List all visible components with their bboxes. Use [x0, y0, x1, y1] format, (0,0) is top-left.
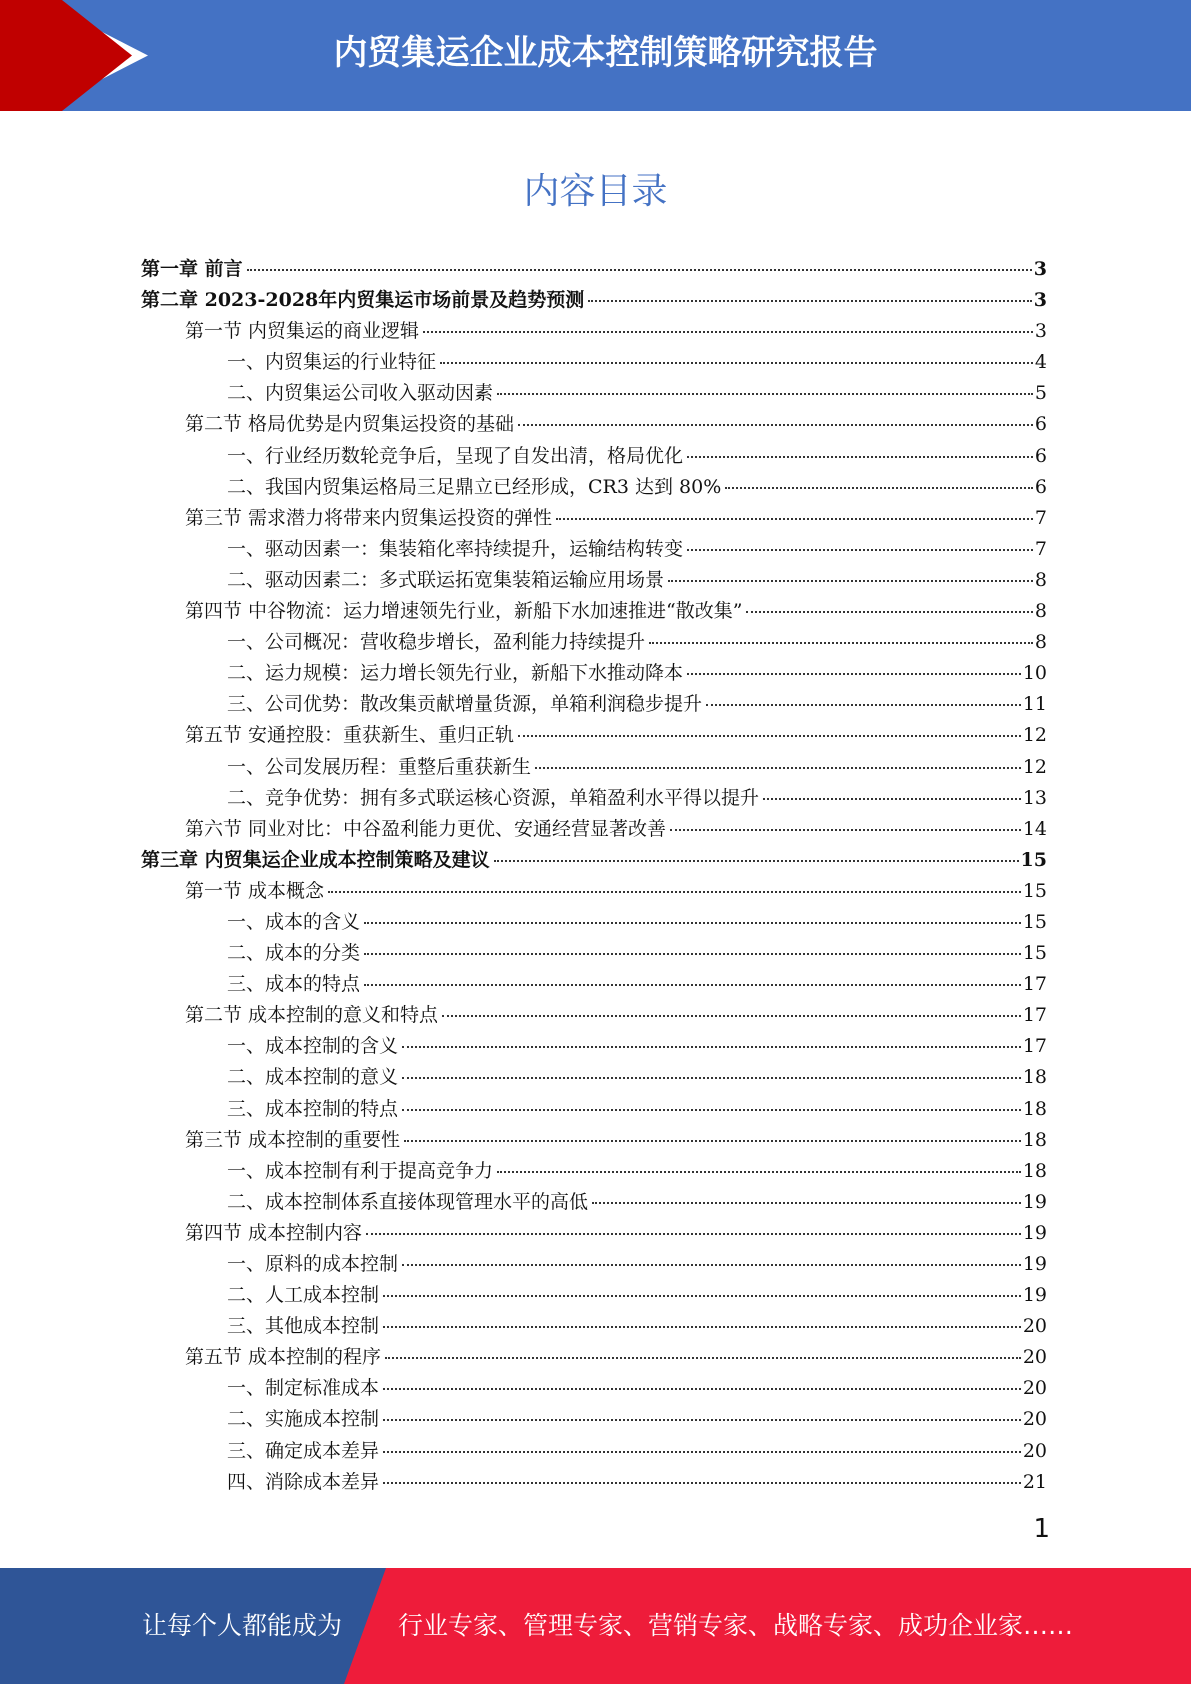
toc-section-entry[interactable] [141, 1342, 1047, 1373]
toc-leader-dots [366, 1233, 1021, 1235]
toc-entry-page: 6 [1034, 413, 1047, 436]
toc-section-entry[interactable] [141, 596, 1047, 627]
toc-entry-title: 二、成本控制体系直接体现管理水平的高低 [227, 1190, 589, 1213]
toc-list [141, 254, 1047, 1498]
toc-leader-dots [706, 704, 1021, 706]
toc-entry-page: 15 [1020, 848, 1047, 871]
toc-leader-dots [497, 1171, 1021, 1173]
toc-subsection-entry[interactable] [141, 1404, 1047, 1435]
toc-leader-dots [518, 424, 1033, 426]
toc-subsection-entry[interactable] [141, 441, 1047, 472]
toc-entry-title: 三、成本控制的特点 [227, 1097, 399, 1120]
toc-section-entry[interactable] [141, 814, 1047, 845]
toc-entry-title: 第五节 成本控制的程序 [185, 1346, 382, 1369]
toc-chapter-entry[interactable] [141, 254, 1047, 285]
toc-entry-title: 第三节 需求潜力将带来内贸集运投资的弹性 [185, 506, 553, 529]
toc-leader-dots [383, 1295, 1021, 1297]
toc-leader-dots [383, 1419, 1021, 1421]
toc-subsection-entry[interactable] [141, 1311, 1047, 1342]
toc-entry-page: 7 [1034, 506, 1047, 529]
toc-entry-title: 第一节 内贸集运的商业逻辑 [185, 320, 420, 343]
toc-entry-title: 第四节 中谷物流：运力增速领先行业，新船下水加速推进“散改集” [185, 600, 743, 623]
toc-entry-page: 20 [1022, 1315, 1047, 1338]
toc-entry-page: 5 [1034, 382, 1047, 405]
toc-entry-title: 一、公司概况：营收稳步增长，盈利能力持续提升 [227, 631, 646, 654]
toc-section-entry[interactable] [141, 876, 1047, 907]
toc-entry-page: 19 [1022, 1253, 1047, 1275]
toc-leader-dots [328, 891, 1021, 893]
toc-subsection-entry[interactable] [141, 1280, 1047, 1311]
toc-subsection-entry[interactable] [141, 1249, 1047, 1280]
toc-leader-dots [535, 767, 1021, 769]
toc-entry-page: 17 [1022, 973, 1047, 996]
toc-entry-title: 二、内贸集运公司收入驱动因素 [227, 382, 494, 405]
toc-entry-page: 15 [1022, 942, 1047, 965]
toc-leader-dots [364, 953, 1021, 955]
toc-entry-page: 11 [1022, 693, 1047, 716]
toc-entry-page: 17 [1022, 1035, 1047, 1058]
page-number: 1 [1033, 1514, 1050, 1544]
toc-leader-dots [670, 829, 1021, 831]
toc-leader-dots [442, 1015, 1021, 1017]
toc-section-entry[interactable] [141, 720, 1047, 751]
toc-leader-dots [383, 1388, 1021, 1390]
toc-entry-title: 一、成本的含义 [227, 910, 361, 933]
toc-entry-title: 一、行业经历数轮竞争后，呈现了自发出清，格局优化 [227, 444, 684, 467]
toc-entry-title: 第二节 格局优势是内贸集运投资的基础 [185, 413, 515, 436]
footer-band [0, 1568, 1191, 1684]
toc-entry-page: 19 [1022, 1284, 1047, 1307]
toc-subsection-entry[interactable] [141, 1156, 1047, 1187]
toc-entry-page: 20 [1022, 1439, 1047, 1462]
toc-entry-title: 二、运力规模：运力增长领先行业，新船下水推动降本 [227, 662, 684, 685]
toc-subsection-entry[interactable] [141, 1062, 1047, 1093]
toc-leader-dots [402, 1077, 1021, 1079]
toc-entry-page: 19 [1022, 1190, 1047, 1213]
toc-entry-page: 20 [1022, 1377, 1047, 1400]
toc-entry-page: 7 [1034, 537, 1047, 560]
toc-entry-title: 一、原料的成本控制 [227, 1253, 399, 1275]
toc-leader-dots [746, 611, 1032, 613]
toc-subsection-entry[interactable] [141, 1436, 1047, 1467]
toc-entry-title: 三、确定成本差异 [227, 1439, 380, 1462]
toc-leader-dots [494, 860, 1019, 862]
toc-subsection-entry[interactable] [141, 347, 1047, 378]
toc-leader-dots [440, 362, 1033, 364]
toc-entry-title: 一、驱动因素一：集装箱化率持续提升，运输结构转变 [227, 537, 684, 560]
toc-entry-title: 第二节 成本控制的意义和特点 [185, 1004, 439, 1027]
toc-leader-dots [364, 922, 1021, 924]
toc-title: 内容目录 [523, 171, 668, 212]
toc-leader-dots [725, 487, 1033, 489]
toc-entry-title: 第一节 成本概念 [185, 879, 325, 902]
toc-entry-page: 3 [1033, 289, 1047, 312]
toc-leader-dots [763, 798, 1021, 800]
toc-section-entry[interactable] [141, 503, 1047, 534]
toc-entry-page: 20 [1022, 1346, 1047, 1369]
toc-entry-title: 三、公司优势：散改集贡献增量货源，单箱利润稳步提升 [227, 693, 703, 716]
toc-entry-page: 10 [1022, 662, 1047, 685]
toc-entry-title: 第一章 前言 [141, 258, 243, 280]
toc-leader-dots [588, 300, 1032, 302]
toc-subsection-entry[interactable] [141, 689, 1047, 720]
toc-entry-title: 二、人工成本控制 [227, 1284, 380, 1307]
footer-slogan-right: 行业专家、管理专家、营销专家、战略专家、成功企业家…… [398, 1611, 1074, 1640]
toc-entry-page: 3 [1034, 320, 1047, 343]
toc-leader-dots [402, 1046, 1021, 1048]
toc-leader-dots [668, 580, 1033, 582]
toc-entry-page: 6 [1034, 444, 1047, 467]
toc-leader-dots [247, 269, 1032, 271]
toc-entry-page: 18 [1022, 1097, 1047, 1120]
toc-entry-title: 第五节 安通控股：重获新生、重归正轨 [185, 724, 515, 747]
document-title: 内贸集运企业成本控制策略研究报告 [333, 33, 878, 73]
toc-subsection-entry[interactable] [141, 378, 1047, 409]
toc-subsection-entry[interactable] [141, 658, 1047, 689]
toc-entry-page: 18 [1022, 1128, 1047, 1151]
toc-leader-dots [592, 1202, 1021, 1204]
toc-section-entry[interactable] [141, 1218, 1047, 1249]
toc-entry-page: 19 [1022, 1221, 1047, 1244]
toc-entry-title: 一、内贸集运的行业特征 [227, 351, 437, 374]
toc-subsection-entry[interactable] [141, 534, 1047, 565]
toc-section-entry[interactable] [141, 1125, 1047, 1156]
toc-chapter-entry[interactable] [141, 845, 1047, 876]
toc-entry-page: 20 [1022, 1408, 1047, 1431]
toc-entry-title: 第三节 成本控制的重要性 [185, 1128, 401, 1151]
toc-entry-title: 二、成本控制的意义 [227, 1066, 399, 1089]
toc-leader-dots [385, 1357, 1021, 1359]
toc-leader-dots [687, 549, 1033, 551]
toc-leader-dots [404, 1140, 1021, 1142]
toc-subsection-entry[interactable] [141, 752, 1047, 783]
toc-entry-title: 一、成本控制有利于提高竞争力 [227, 1159, 494, 1182]
toc-entry-title: 三、其他成本控制 [227, 1315, 380, 1338]
toc-entry-page: 8 [1034, 600, 1047, 623]
toc-leader-dots [402, 1264, 1021, 1266]
footer-slogan-left: 让每个人都能成为 [142, 1611, 343, 1640]
toc-leader-dots [383, 1451, 1021, 1453]
toc-subsection-entry[interactable] [141, 565, 1047, 596]
toc-leader-dots [383, 1326, 1021, 1328]
toc-entry-title: 二、驱动因素二：多式联运拓宽集装箱运输应用场景 [227, 568, 665, 591]
toc-entry-page: 8 [1034, 568, 1047, 591]
toc-chapter-entry[interactable] [141, 285, 1047, 316]
toc-entry-title: 三、成本的特点 [227, 973, 361, 996]
toc-leader-dots [687, 673, 1021, 675]
toc-entry-page: 18 [1022, 1159, 1047, 1182]
toc-entry-page: 18 [1022, 1066, 1047, 1089]
toc-leader-dots [497, 393, 1033, 395]
toc-entry-title: 一、制定标准成本 [227, 1377, 380, 1400]
toc-leader-dots [383, 1482, 1021, 1484]
toc-subsection-entry[interactable] [141, 1467, 1047, 1498]
toc-subsection-entry[interactable] [141, 907, 1047, 938]
toc-entry-page: 14 [1022, 817, 1047, 840]
toc-entry-title: 第四节 成本控制内容 [185, 1221, 363, 1244]
toc-entry-title: 第二章 2023-2028年内贸集运市场前景及趋势预测 [141, 289, 585, 312]
toc-entry-title: 二、我国内贸集运格局三足鼎立已经形成，CR3 达到 80% [227, 475, 722, 498]
toc-entry-title: 二、实施成本控制 [227, 1408, 380, 1431]
toc-entry-title: 一、公司发展历程：重整后重获新生 [227, 755, 532, 778]
toc-subsection-entry[interactable] [141, 969, 1047, 1000]
toc-subsection-entry[interactable] [141, 1373, 1047, 1404]
toc-entry-title: 二、竞争优势：拥有多式联运核心资源，单箱盈利水平得以提升 [227, 786, 760, 809]
toc-entry-page: 15 [1022, 879, 1047, 902]
toc-subsection-entry[interactable] [141, 1031, 1047, 1062]
toc-subsection-entry[interactable] [141, 627, 1047, 658]
toc-entry-title: 二、成本的分类 [227, 942, 361, 965]
toc-entry-page: 21 [1022, 1470, 1047, 1493]
toc-entry-page: 17 [1022, 1004, 1047, 1027]
toc-leader-dots [364, 984, 1021, 986]
toc-entry-page: 4 [1034, 351, 1047, 374]
toc-leader-dots [687, 456, 1033, 458]
toc-section-entry[interactable] [141, 409, 1047, 440]
header-band [0, 0, 1191, 111]
toc-entry-title: 四、消除成本差异 [227, 1470, 380, 1493]
toc-entry-title: 第三章 内贸集运企业成本控制策略及建议 [141, 848, 490, 871]
toc-entry-title: 第六节 同业对比：中谷盈利能力更优、安通经营显著改善 [185, 817, 667, 840]
toc-leader-dots [423, 331, 1033, 333]
toc-entry-page: 6 [1034, 475, 1047, 498]
toc-entry-page: 13 [1022, 786, 1047, 809]
toc-entry-page: 12 [1022, 755, 1047, 778]
toc-leader-dots [518, 735, 1021, 737]
toc-leader-dots [556, 518, 1033, 520]
toc-subsection-entry[interactable] [141, 1187, 1047, 1218]
toc-entry-page: 15 [1022, 910, 1047, 933]
toc-entry-page: 12 [1022, 724, 1047, 747]
toc-leader-dots [649, 642, 1033, 644]
toc-entry-title: 一、成本控制的含义 [227, 1035, 399, 1058]
toc-subsection-entry[interactable] [141, 472, 1047, 503]
toc-subsection-entry[interactable] [141, 783, 1047, 814]
toc-entry-page: 3 [1033, 258, 1047, 280]
toc-entry-page: 8 [1034, 631, 1047, 654]
toc-section-entry[interactable] [141, 1000, 1047, 1031]
toc-subsection-entry[interactable] [141, 938, 1047, 969]
toc-section-entry[interactable] [141, 316, 1047, 347]
toc-subsection-entry[interactable] [141, 1094, 1047, 1125]
toc-leader-dots [402, 1109, 1021, 1111]
